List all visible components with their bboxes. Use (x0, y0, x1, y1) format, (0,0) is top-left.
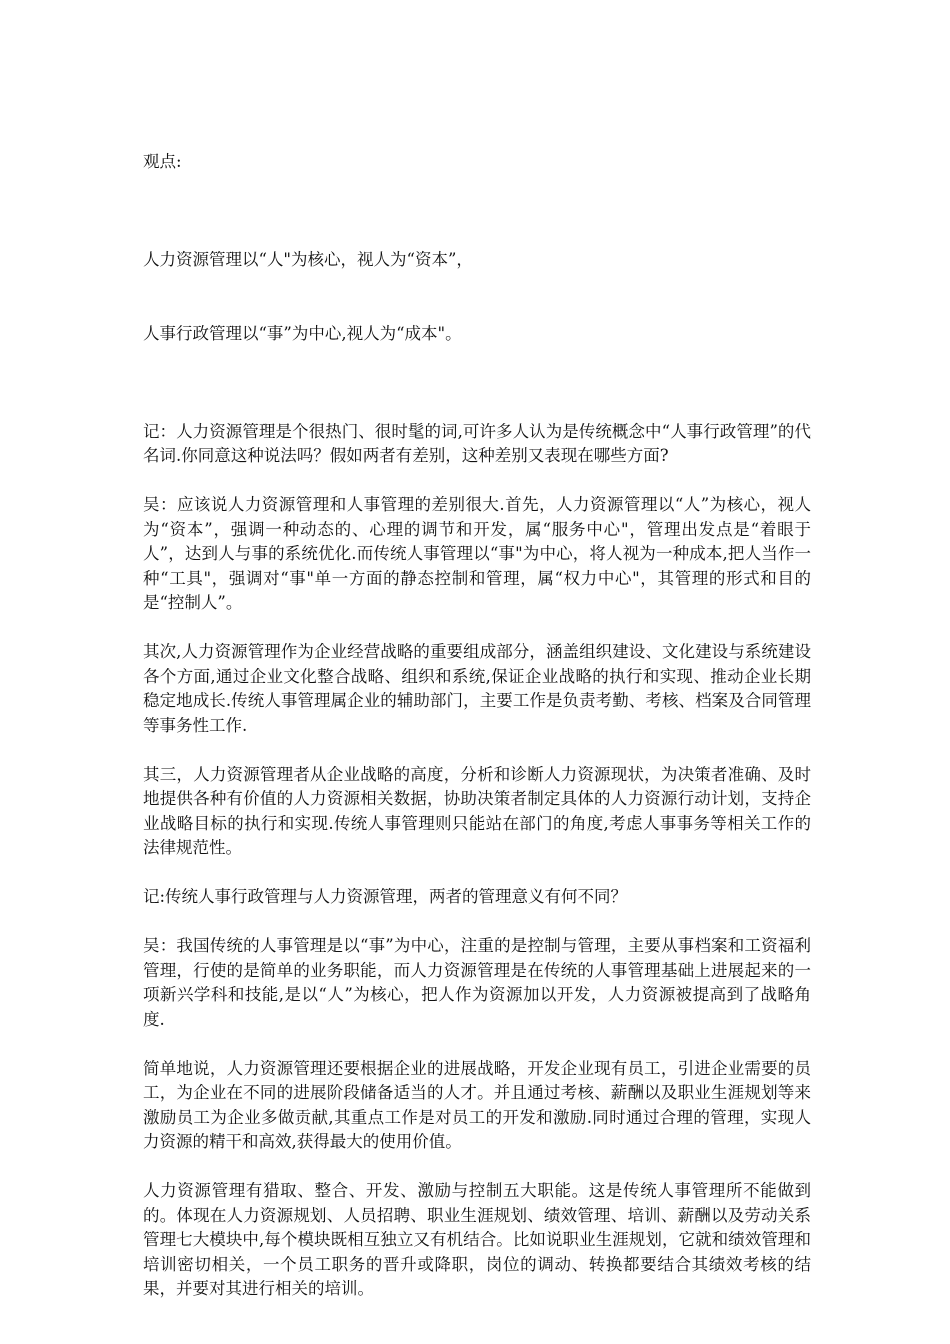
view-block (143, 199, 811, 395)
paragraph-second-point: 其次,人力资源管理作为企业经营战略的重要组成部分，涵盖组织建设、文化建设与系统建设各个方面,通过企业文化整合战略、组织和系统,保证企业战略的执行和实现、推动企业长期稳定地成长.传统人事管理属企业的辅助部门，主要工作是负责考勤、考核、档案及合同管理等事务性工作. (143, 642, 811, 735)
view-line-2: 人事行政管理以“事”为中心,视人为“成本"。 (143, 323, 462, 343)
paragraph-third-point: 其三，人力资源管理者从企业战略的高度，分析和诊断人力资源现状，为决策者准确、及时地提供各种有价值的人力资源相关数据，协助决策者制定具体的人力资源行动计划，支持企业战略目标的执行和实现.传统人事管理则只能站在部门的角度,考虑人事事务等相关工作的法律规范性。 (143, 764, 811, 857)
paragraph-question-1: 记：人力资源管理是个很热门、很时髦的词,可许多人认为是传统概念中“人事行政管理”的代名词.你同意这种说法吗？假如两者有差别，这种差别又表现在哪些方面? (143, 421, 811, 465)
document-body (143, 150, 811, 1326)
paragraph-answer-1: 吴：应该说人力资源管理和人事管理的差别很大.首先，人力资源管理以“人”为核心，视人为“资本”，强调一种动态的、心理的调节和开发，属“服务中心"，管理出发点是“着眼于人”，达到人与事的系统优化.而传统人事管理以“事"为中心，将人视为一种成本,把人当作一种“工具"，强调对“事"单一方面的静态控制和管理，属“权力中心"，其管理的形式和目的是“控制人”。 (143, 495, 811, 612)
view-line-1: 人力资源管理以“人"为核心，视人为“资本”， (143, 250, 473, 269)
paragraph-summary: 简单地说，人力资源管理还要根据企业的进展战略，开发企业现有员工，引进企业需要的员工，为企业在不同的进展阶段储备适当的人才。并且通过考核、薪酬以及职业生涯规划等来激励员工为企业多做贡献,其重点工作是对员工的开发和激励.同时通过合理的管理，实现人力资源的精干和高效,获得最大的使用价值。 (143, 1058, 811, 1151)
paragraph-functions: 人力资源管理有猎取、整合、开发、激励与控制五大职能。这是传统人事管理所不能做到的。体现在人力资源规划、人员招聘、职业生涯规划、绩效管理、培训、薪酬以及劳动关系管理七大模块中,每个模块既相互独立又有机结合。比如说职业生涯规划，它就和绩效管理和培训密切相关，一个员工职务的晋升或降职，岗位的调动、转换都要结合其绩效考核的结果，并要对其进行相关的培训。 (143, 1181, 811, 1298)
paragraph-answer-2: 吴：我国传统的人事管理是以“事”为中心，注重的是控制与管理，主要从事档案和工资福利管理，行使的是简单的业务职能，而人力资源管理是在传统的人事管理基础上进展起来的一项新兴学科和技能,是以“人”为核心，把人作为资源加以开发，人力资源被提高到了战略角度. (143, 936, 811, 1029)
paragraph-question-2: 记:传统人事行政管理与人力资源管理，两者的管理意义有何不同？ (143, 887, 628, 906)
heading: 观点: (143, 152, 182, 171)
